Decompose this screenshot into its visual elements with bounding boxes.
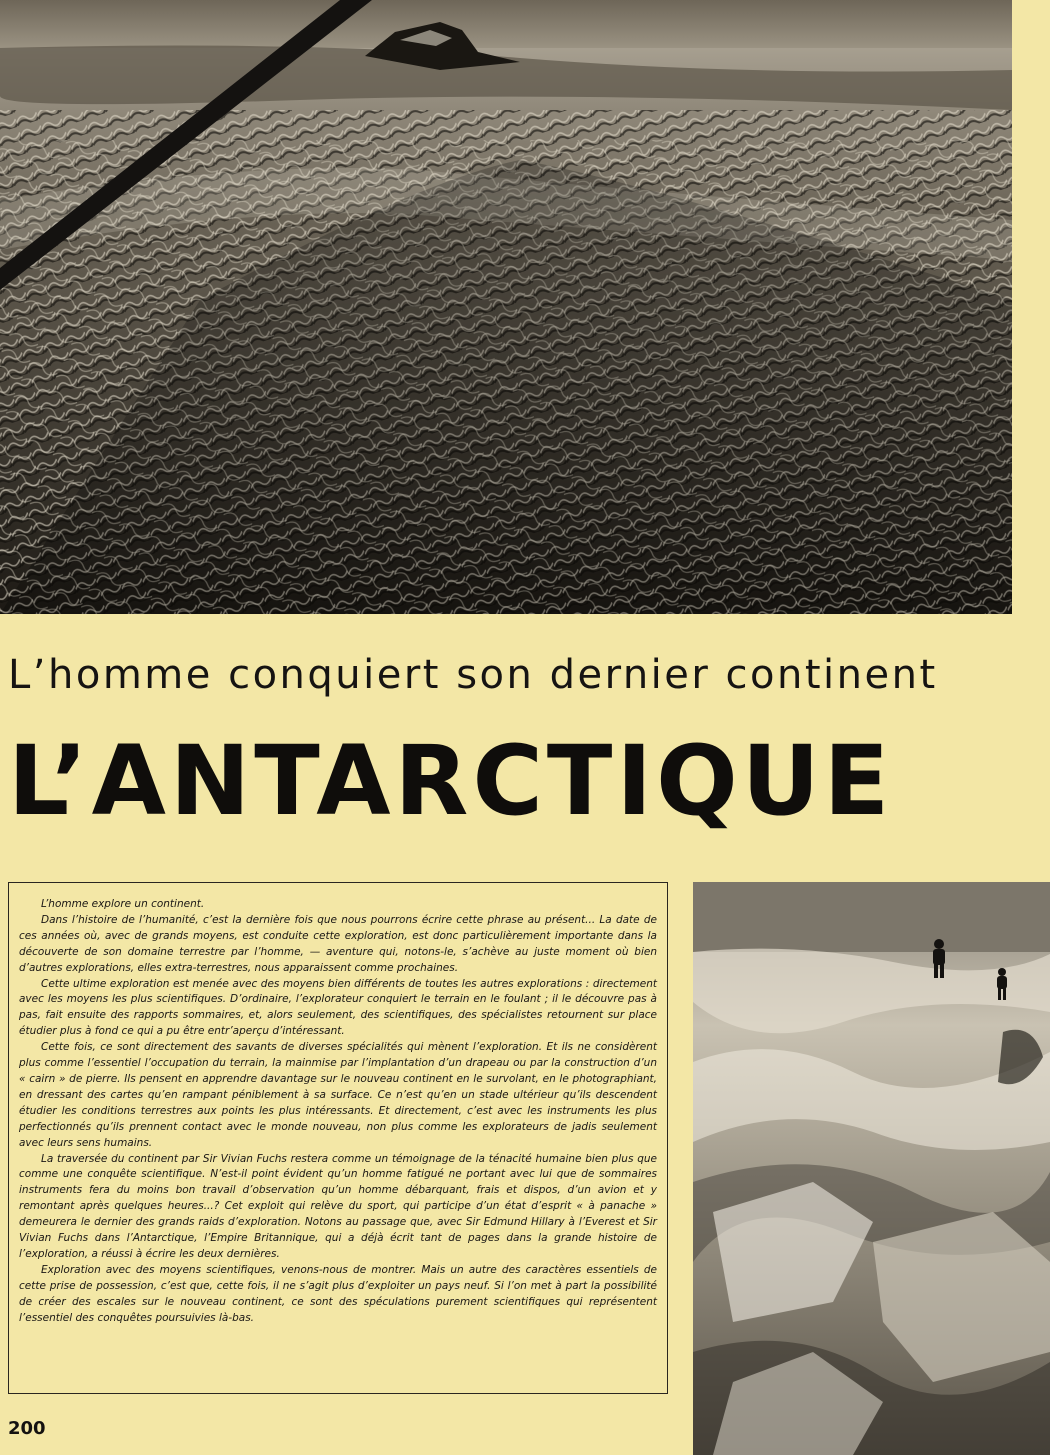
article-paragraph: La traversée du continent par Sir Vivian Fuchs restera comme un témoignage de la ténacité humaine bien plus que comme une conquête scientifique. N’est-il point évident qu’un homme fatigué ne portant avec lui que de sommaires instruments fera du moins bon travail d’observation qu’un homme débarquant, frais et dispos, d’un avion et y remontant après quelques heures...? Cet exploit qui relève du sport, qui participe d’un état d’esprit « à panache » demeurera le dernier des grands raids d’exploration. Notons au passage que, avec Sir Edmund Hillary à l’Everest et Sir Vivian Fuchs dans l’Antarctique, l’Empire Britannique, qui a déjà écrit tant de pages dans la grande histoire de l’exploration, a réussi à écrire les deux dernières. — [19, 1152, 657, 1260]
article-paragraph: Cette fois, ce sont directement des savants de diverses spécialités qui mènent l’exploration. Et ils ne considèrent plus comme l’essentiel l’occupation du terrain, la mainmise par l’implantation d’un drapeau ou par la construction d’un « cairn » de pierre. Ils pensent en apprendre davantage sur le nouveau continent en le survolant, en le photographiant, en dressant des cartes qu’en rampant péniblement à sa surface. Ce n’est qu’en un stade ultérieur qu’ils descendent étudier les conditions terrestres aux points les plus intéressants. Et directement, c’est avec les instruments les plus perfectionnés qu’ils prennent contact avec le monde nouveau, non plus comme les explorateurs de jadis seulement avec leurs sens humains. — [19, 1041, 657, 1149]
article-body-box — [8, 882, 668, 1394]
article-deck: L’homme conquiert son dernier continent — [8, 652, 938, 698]
article-paragraph: Dans l’histoire de l’humanité, c’est la dernière fois que nous pourrons écrire cette phrase au présent... La date de ces années où, avec de grands moyens, est conduite cette exploration, est donc particulièrement importante dans la découverte de son domaine terrestre par l’homme, — aventure qui, notons-le, s’achève au juste moment où bien d’autres explorations, elles extra-terrestres, nous apparaissent comme prochaines. — [19, 913, 657, 974]
top-photo-ice-field — [0, 0, 1012, 614]
article-paragraph: L’homme explore un continent. — [41, 898, 205, 910]
article-paragraph: Exploration avec des moyens scientifiques, venons-nous de montrer. Mais un autre des caractères essentiels de cette prise de possession, c’est que, cette fois, il ne s’agit plus d’exploiter un pays neuf. Si l’on met à part la possibilité de créer des escales sur le nouveau continent, ce sont des spéculations purement scientifiques qui représentent l’essentiel des conquêtes poursuivies là-bas. — [19, 1263, 657, 1324]
article-paragraph: Cette ultime exploration est menée avec des moyens bien différents de toutes les autres explorations : directement avec les moyens les plus scientifiques. D’ordinaire, l’explorateur conquiert le terrain en le foulant ; il le découvre pas à pas, fait ensuite des rapports sommaires, et, alors seulement, des scientifiques, des spécialistes retournent sur place étudier plus à fond ce qui a pu être entr’aperçu d’intéressant. — [19, 977, 657, 1038]
article-headline: L’ANTARCTIQUE — [8, 725, 894, 837]
right-photo-explorers-on-ice — [693, 882, 1050, 1455]
page-number: 200 — [8, 1418, 46, 1439]
